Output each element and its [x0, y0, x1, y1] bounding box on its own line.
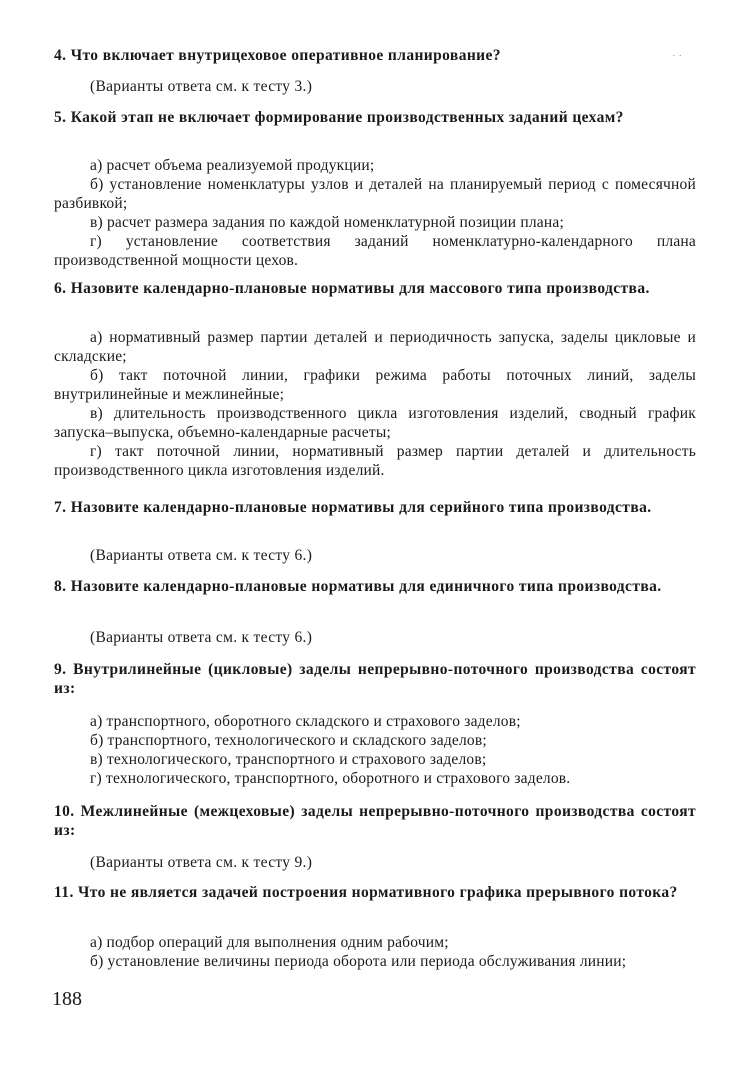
option-b: б) транспортного, технологического и складского заделов;	[90, 732, 487, 749]
option-a: а) нормативный размер партии деталей и периодичность запуска, заделы цикловые и складские;	[54, 329, 696, 365]
question-5-options	[54, 156, 696, 270]
option-b: б) установление величины периода оборота или периода обслуживания линии;	[90, 953, 627, 970]
question-6-options	[54, 328, 696, 480]
page-number: 188	[52, 988, 82, 1010]
question-11-options	[54, 933, 696, 971]
option-c: в) расчет размера задания по каждой номенклатурной позиции плана;	[90, 214, 564, 231]
option-c: в) длительность производственного цикла изготовления изделий, сводный график запуска–выпуска, объемно-календарные расчеты;	[54, 405, 696, 441]
question-8-reference: (Варианты ответа см. к тесту 6.)	[90, 629, 313, 646]
option-d: г) установление соответствия заданий номенклатурно-календарного плана производственной мощности цехов.	[54, 233, 696, 269]
question-9-options	[54, 712, 696, 788]
option-d: г) технологического, транспортного, оборотного и страхового заделов.	[90, 770, 571, 787]
question-10-reference: (Варианты ответа см. к тесту 9.)	[90, 854, 313, 871]
option-b: б) установление номенклатуры узлов и деталей на планируемый период с помесячной разбивкой;	[54, 176, 696, 212]
option-c: в) технологического, транспортного и страхового заделов;	[90, 751, 487, 768]
question-7: 7. Назовите календарно-плановые нормативы для серийного типа производства.	[54, 499, 652, 516]
option-d: г) такт поточной линии, нормативный размер партии деталей и длительность производственного цикла изготовления изделий.	[54, 443, 696, 479]
question-4-reference: (Варианты ответа см. к тесту 3.)	[90, 78, 313, 95]
question-9: 9. Внутрилинейные (цикловые) заделы непрерывно-поточного производства состоят из:	[54, 661, 696, 697]
question-5: 5. Какой этап не включает формирование производственных заданий цехам?	[54, 109, 624, 126]
question-10: 10. Межлинейные (межцеховые) заделы непрерывно-поточного производства состоят из:	[54, 803, 696, 839]
option-b: б) такт поточной линии, графики режима работы поточных линий, заделы внутрилинейные и межлинейные;	[54, 367, 696, 403]
option-a: а) расчет объема реализуемой продукции;	[90, 157, 375, 174]
option-a: а) подбор операций для выполнения одним рабочим;	[90, 934, 449, 951]
question-7-reference: (Варианты ответа см. к тесту 6.)	[90, 547, 313, 564]
question-6: 6. Назовите календарно-плановые нормативы для массового типа производства.	[54, 280, 650, 297]
option-a: а) транспортного, оборотного складского и страхового заделов;	[90, 713, 521, 730]
question-11: 11. Что не является задачей построения нормативного графика прерывного потока?	[54, 884, 678, 901]
corner-mark: · ·	[672, 50, 683, 62]
question-8: 8. Назовите календарно-плановые нормативы для единичного типа производства.	[54, 578, 662, 595]
question-4: 4. Что включает внутрицеховое оперативное планирование?	[54, 47, 501, 64]
